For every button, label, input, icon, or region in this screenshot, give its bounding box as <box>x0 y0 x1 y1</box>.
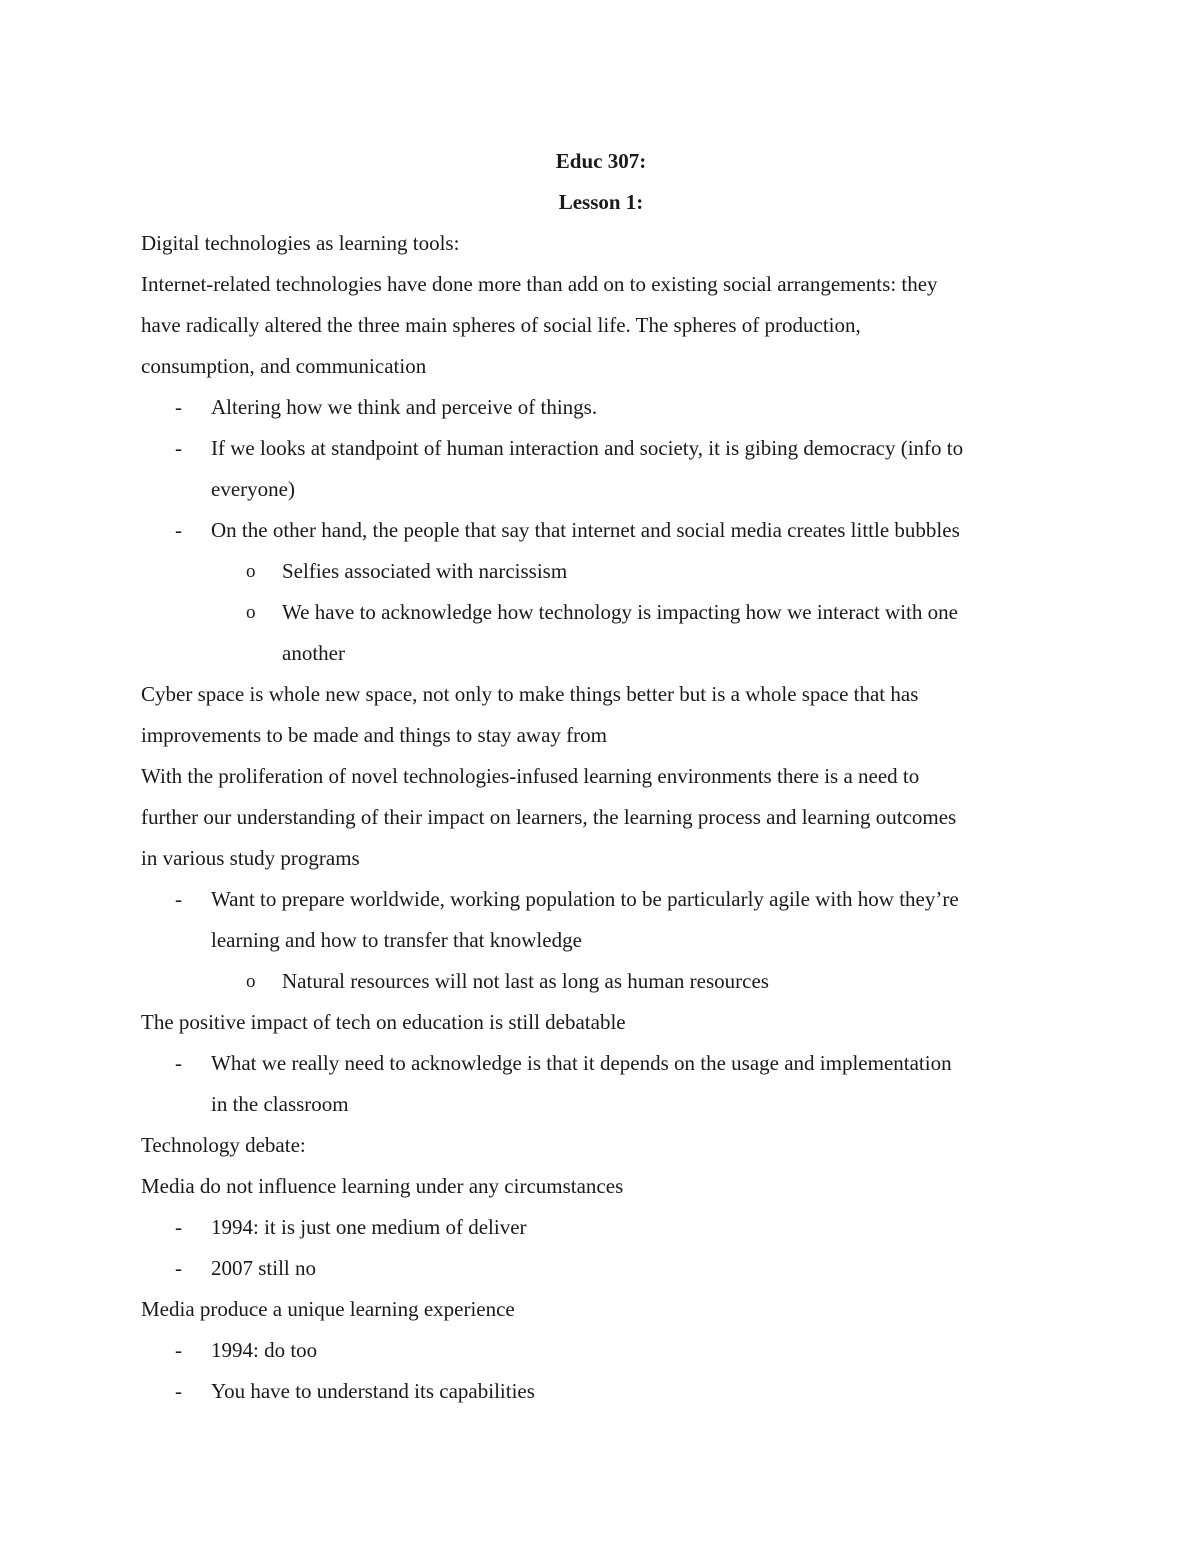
bullet-item <box>141 510 1061 551</box>
paragraph-line <box>141 1002 1061 1043</box>
paragraph-line <box>141 223 1061 264</box>
course-title <box>141 141 1061 182</box>
paragraph-line <box>141 264 1061 305</box>
lesson-notes <box>141 223 1061 1412</box>
sub-bullet-marker: o <box>246 602 256 623</box>
line-text: in various study programs <box>141 846 360 870</box>
line-text: Media do not influence learning under any circumstances <box>141 1174 624 1198</box>
paragraph-line <box>141 674 1061 715</box>
line-text: You have to understand its capabilities <box>211 1379 535 1403</box>
line-text: Internet-related technologies have done more than add on to existing social arrangements: they <box>141 272 938 296</box>
paragraph-line <box>141 1289 1061 1330</box>
line-text: another <box>282 641 345 665</box>
line-text: Altering how we think and perceive of things. <box>211 395 598 419</box>
line-text: Media produce a unique learning experience <box>141 1297 515 1321</box>
sub-bullet-item <box>141 961 1061 1002</box>
bullet-item <box>141 387 1061 428</box>
line-text: improvements to be made and things to stay away from <box>141 723 607 747</box>
course-title-text: Educ 307: <box>555 149 647 173</box>
line-text: With the proliferation of novel technologies-infused learning environments there is a need to <box>141 764 920 788</box>
line-text: What we really need to acknowledge is that it depends on the usage and implementation <box>211 1051 952 1075</box>
line-text: Digital technologies as learning tools: <box>141 231 460 255</box>
lesson-title <box>141 182 1061 223</box>
line-text: everyone) <box>211 477 295 501</box>
bullet-marker: - <box>175 395 182 419</box>
bullet-marker: - <box>175 1215 182 1239</box>
paragraph-line <box>141 305 1061 346</box>
bullet-item-continuation <box>141 469 1061 510</box>
bullet-item <box>141 1207 1061 1248</box>
line-text: 1994: do too <box>211 1338 318 1362</box>
line-text: We have to acknowledge how technology is impacting how we interact with one <box>282 600 958 624</box>
paragraph-line <box>141 797 1061 838</box>
line-text: Natural resources will not last as long as human resources <box>282 969 769 993</box>
paragraph-line <box>141 715 1061 756</box>
bullet-item-continuation <box>141 920 1061 961</box>
bullet-marker: - <box>175 887 182 911</box>
paragraph-line <box>141 1125 1061 1166</box>
line-text: Selfies associated with narcissism <box>282 559 568 583</box>
line-text: have radically altered the three main spheres of social life. The spheres of production, <box>141 313 861 337</box>
sub-bullet-marker: o <box>246 561 256 582</box>
line-text: Technology debate: <box>141 1133 306 1157</box>
line-text: On the other hand, the people that say that internet and social media creates little bubbles <box>211 518 960 542</box>
bullet-item-continuation <box>141 1084 1061 1125</box>
line-text: Cyber space is whole new space, not only to make things better but is a whole space that has <box>141 682 919 706</box>
paragraph-line <box>141 838 1061 879</box>
line-text: Want to prepare worldwide, working population to be particularly agile with how they’re <box>211 887 959 911</box>
bullet-item <box>141 428 1061 469</box>
bullet-marker: - <box>175 1256 182 1280</box>
line-text: further our understanding of their impact on learners, the learning process and learning outcomes <box>141 805 957 829</box>
line-text: The positive impact of tech on education is still debatable <box>141 1010 626 1034</box>
sub-bullet-marker: o <box>246 971 256 992</box>
paragraph-line <box>141 346 1061 387</box>
paragraph-line <box>141 756 1061 797</box>
bullet-item <box>141 1330 1061 1371</box>
line-text: If we looks at standpoint of human interaction and society, it is gibing democracy (info to <box>211 436 964 460</box>
bullet-item <box>141 1248 1061 1289</box>
lesson-title-text: Lesson 1: <box>558 190 644 214</box>
line-text: consumption, and communication <box>141 354 427 378</box>
bullet-marker: - <box>175 1338 182 1362</box>
line-text: 2007 still no <box>211 1256 317 1280</box>
bullet-marker: - <box>175 1051 182 1075</box>
bullet-item <box>141 879 1061 920</box>
bullet-item <box>141 1371 1061 1412</box>
paragraph-line <box>141 1166 1061 1207</box>
bullet-marker: - <box>175 436 182 460</box>
line-text: 1994: it is just one medium of deliver <box>211 1215 527 1239</box>
sub-bullet-item <box>141 551 1061 592</box>
bullet-marker: - <box>175 1379 182 1403</box>
bullet-item <box>141 1043 1061 1084</box>
sub-bullet-item <box>141 592 1061 633</box>
line-text: in the classroom <box>211 1092 349 1116</box>
sub-bullet-item-continuation <box>141 633 1061 674</box>
bullet-marker: - <box>175 518 182 542</box>
line-text: learning and how to transfer that knowledge <box>211 928 582 952</box>
document-body <box>141 141 1061 1412</box>
